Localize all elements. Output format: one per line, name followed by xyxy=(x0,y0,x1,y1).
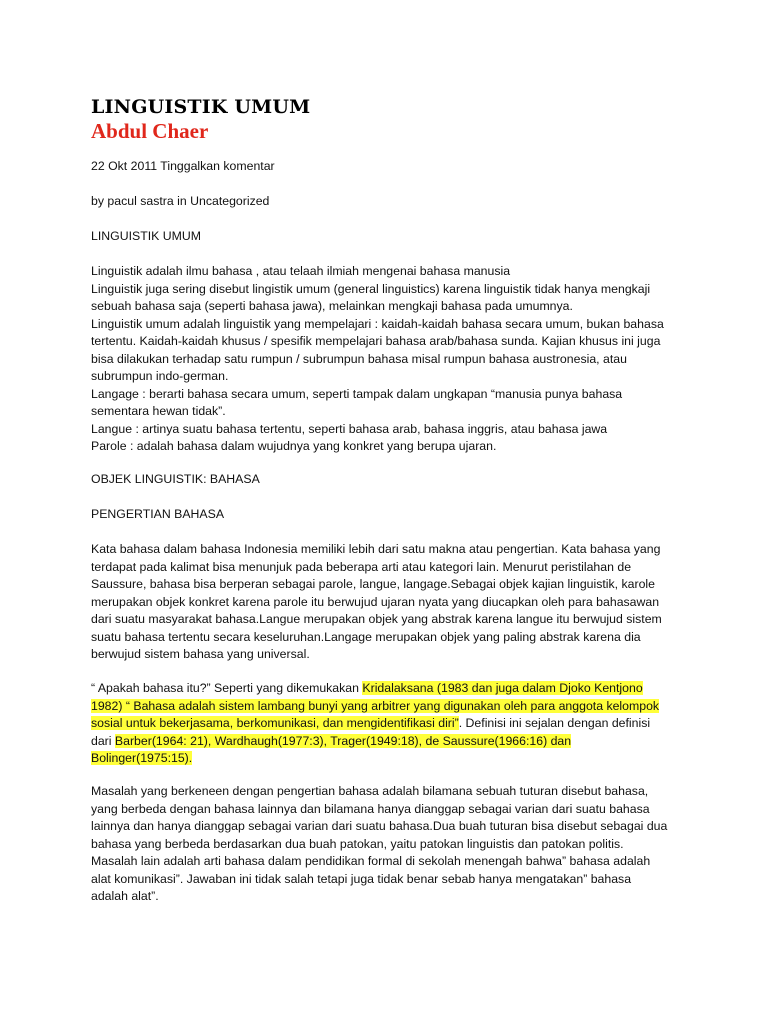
text-line xyxy=(91,698,691,716)
text-line: Linguistik adalah ilmu bahasa , atau telaah ilmiah mengenai bahasa manusia xyxy=(91,264,511,278)
heading-pengertian: PENGERTIAN BAHASA xyxy=(91,507,225,521)
text-line: dari suatu masyarakat bahasa.Langue merupakan objek yang abstrak karena langue itu berwujud sistem xyxy=(91,612,662,626)
text-line: subrumpun indo-german. xyxy=(91,369,229,383)
text-line: sebuah bahasa saja (seperti bahasa jawa), melainkan mengkaji bahasa pada umumnya. xyxy=(91,299,573,313)
text-line: Linguistik umum adalah linguistik yang mempelajari : kaidah-kaidah bahasa secara umum, bukan bahasa xyxy=(91,316,664,331)
paragraph-quote xyxy=(91,680,691,768)
text-line: berwujud sistem bahasa yang universal. xyxy=(91,647,310,661)
text-line: sementara hewan tidak”. xyxy=(91,404,226,418)
section-heading: LINGUISTIK UMUM xyxy=(91,229,201,243)
highlighted-text: Barber(1964: 21), Wardhaugh(1977:3), Trager(1949:18), de Saussure(1966:16) dan xyxy=(114,733,572,748)
text-line: Masalah yang berkeneen dengan pengertian bahasa adalah bilamana sebuah tuturan disebut bahasa, xyxy=(91,784,649,798)
text-line xyxy=(91,715,691,733)
post-date-line: 22 Okt 2011 Tinggalkan komentar xyxy=(91,159,275,173)
text-line: alat komunikasi”. Jawaban ini tidak salah tetapi juga tidak benar sebab hanya mengatakan” bahasa xyxy=(91,871,632,886)
text-line: bisa dilakukan terhadap satu rumpun / subrumpun bahasa misal rumpun bahasa austronesia, atau xyxy=(91,351,627,366)
text-line: Langage : berarti bahasa secara umum, seperti tampak dalam ungkapan “manusia punya bahasa xyxy=(91,386,623,401)
document-title: LINGUISTIK UMUM xyxy=(91,96,311,118)
highlighted-text: sosial untuk bekerjasama, berkomunikasi, dan mengidentifikasi diri” xyxy=(91,716,459,730)
text-line: merupakan objek konkret karena parole itu berwujud ujaran nyata yang diucapkan oleh para bahasawan xyxy=(91,594,660,609)
highlighted-text: 1982) “ Bahasa adalah sistem lambang bunyi yang arbitrer yang digunakan oleh para anggota kelompok xyxy=(91,698,660,713)
heading-objek: OBJEK LINGUISTIK: BAHASA xyxy=(91,472,260,486)
text-line: lainnya dan hanya dianggap sebagai varian dari suatu bahasa.Dua buah tuturan bisa disebut sebagai dua xyxy=(91,819,668,833)
text-line: Kata bahasa dalam bahasa Indonesia memiliki lebih dari satu makna atau pengertian. Kata bahasa yang xyxy=(91,542,661,556)
text-line xyxy=(91,750,691,768)
text-line: Linguistik juga sering disebut lingistik umum (general linguistics) karena linguistik tidak hanya mengkaji xyxy=(91,281,651,296)
text-line xyxy=(91,680,691,698)
plain-text: dari xyxy=(91,733,115,748)
text-line: suatu bahasa tertentu secara keseluruhan.Langage merupakan objek yang paling abstrak karena dia xyxy=(91,629,641,644)
text-line: bahasa yang berbeda berdasarkan dua buah patokan, yaitu patokan linguistis dan patokan politis. xyxy=(91,836,624,851)
plain-text: “ Apakah bahasa itu?” Seperti yang dikemukakan xyxy=(91,681,363,695)
paragraph-pengertian xyxy=(91,541,691,664)
highlighted-text: Kridalaksana (1983 dan juga dalam Djoko Kentjono xyxy=(362,681,643,695)
highlighted-text: Bolinger(1975:15). xyxy=(91,751,193,765)
text-line: yang berbeda dengan bahasa lainnya dan bilamana hanya dianggap sebagai varian dari suatu bahasa xyxy=(91,801,650,816)
text-line: Langue : artinya suatu bahasa tertentu, seperti bahasa arab, bahasa inggris, atau bahasa jawa xyxy=(91,421,608,436)
text-line: terdapat pada kalimat bisa menunjuk pada beberapa arti atau kategori lain. Menurut peristilahan de xyxy=(91,559,632,574)
text-line: adalah alat”. xyxy=(91,889,159,903)
text-line: Saussure, bahasa bisa berperan sebagai parole, langue, langage.Sebagai objek kajian linguistik, karole xyxy=(91,577,655,591)
paragraph-masalah xyxy=(91,783,691,906)
text-line: Masalah lain adalah arti bahasa dalam pendidikan formal di sekolah menengah bahwa” bahasa adalah xyxy=(91,854,651,868)
text-line: Parole : adalah bahasa dalam wujudnya yang konkret yang berupa ujaran. xyxy=(91,439,497,453)
text-line: tertentu. Kaidah-kaidah khusus / spesifik mempelajari bahasa arab/bahasa sunda. Kajian khusus ini juga xyxy=(91,334,661,348)
plain-text: . Definisi ini sejalan dengan definisi xyxy=(458,716,651,730)
post-author-line: by pacul sastra in Uncategorized xyxy=(91,194,270,208)
text-line xyxy=(91,733,691,751)
document-author: Abdul Chaer xyxy=(91,119,209,143)
paragraph-definitions xyxy=(91,263,691,456)
